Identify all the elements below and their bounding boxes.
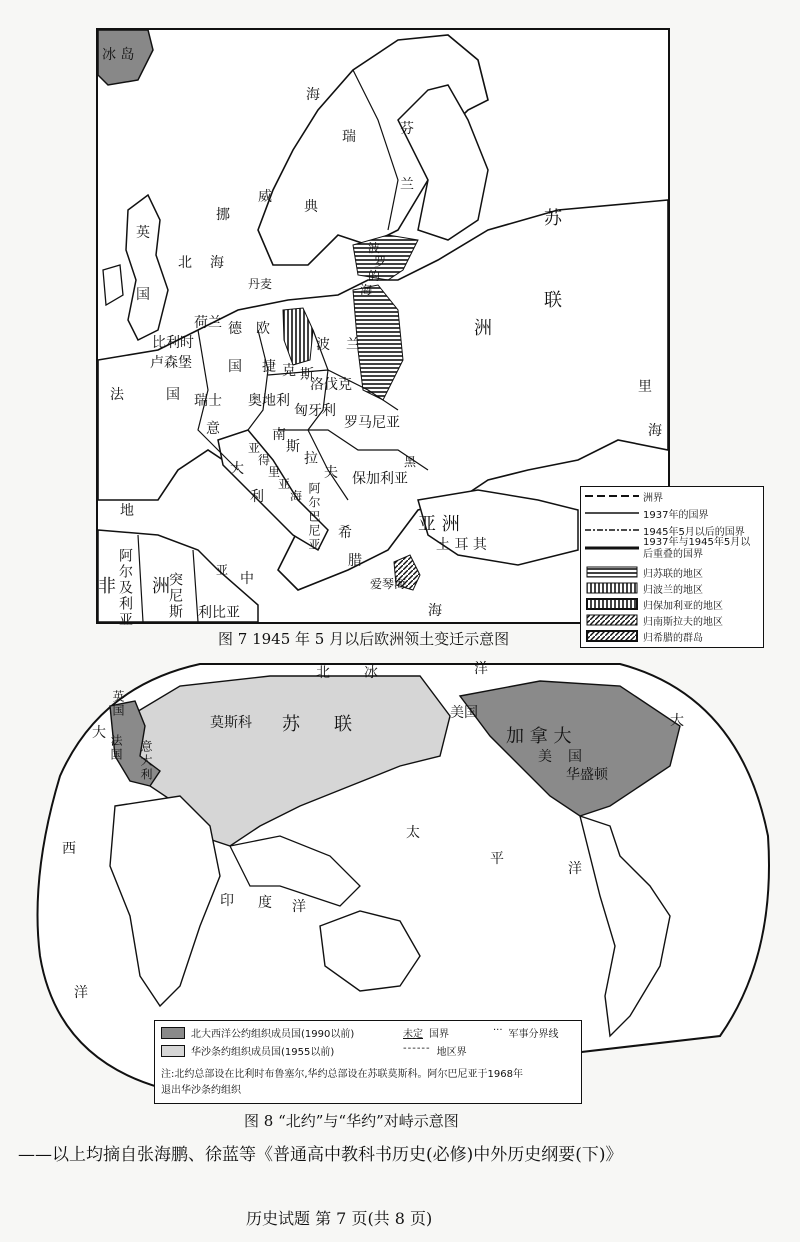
page-footer: 历史试题 第 7 页(共 8 页)	[246, 1209, 433, 1228]
legend-symbol	[585, 583, 639, 593]
map7-yugoslavia-2: 斯	[286, 439, 300, 455]
map8-atlantic-west-3: 洋	[74, 985, 88, 1001]
map8-usa-alaska: 美国	[450, 705, 478, 721]
map7-aegean-label: 爱琴海	[370, 577, 407, 591]
map7-baltic-1: 波	[368, 241, 381, 255]
map7-ital-sea: 亚	[216, 563, 229, 577]
map8-italy: 意大利	[139, 740, 153, 782]
map7-romania-label: 罗马尼亚	[344, 415, 400, 431]
map7-italy-label-2: 大	[230, 461, 244, 477]
legend-note-1: 注:北约总部设在比利时布鲁塞尔,华约总部设在苏联莫斯科。阿尔巴尼亚于1968年	[161, 1069, 523, 1080]
legend-symbol	[585, 525, 639, 535]
map8-arctic-3: 洋	[474, 661, 488, 677]
legend-region-symbol: ------	[403, 1043, 431, 1054]
legend-1945-border: 1945年5月以后的国界	[585, 523, 761, 537]
map8-arctic-2: 冰	[364, 665, 378, 681]
map7-belgium-label: 比利时	[152, 335, 194, 351]
map7-france-label-2: 国	[166, 387, 180, 403]
map7-germany-label: 德	[228, 321, 242, 337]
map8-uk: 英国	[111, 690, 125, 718]
legend-symbol	[585, 508, 639, 518]
map7-albania-label: 阿尔巴尼亚	[307, 482, 321, 552]
map8-soviet-2: 联	[334, 714, 352, 735]
map7-soviet-label: 苏	[544, 208, 562, 229]
legend-symbol	[585, 631, 639, 641]
map8-moscow-label: 莫斯科	[210, 715, 252, 731]
legend-nato: 北大西洋公约组织成员国(1990以前)	[161, 1025, 354, 1040]
map7-luxembourg-label: 卢森堡	[150, 355, 192, 371]
map7-caspian-1: 里	[638, 379, 652, 395]
map7-slovakia-label: 斯	[300, 367, 314, 383]
map7-czech-label-2: 克	[282, 363, 296, 379]
map8-france: 法国	[109, 734, 123, 762]
legend-nato-swatch	[161, 1027, 185, 1039]
map8-washington: 华盛顿	[566, 767, 608, 783]
legend-region-border: ------ 地区界	[403, 1043, 467, 1058]
map7-czech-label: 捷	[262, 359, 276, 375]
legend-symbol	[585, 567, 639, 577]
legend-overlap-border: 1937年与1945年5月以后重叠的国界	[585, 537, 761, 561]
map7-yugoslavia-4: 夫	[324, 465, 338, 481]
map7-baltic-4: 海	[360, 283, 373, 297]
map7-britain-label-2: 国	[136, 287, 150, 303]
map7-north-sea-label: 北	[178, 255, 192, 271]
map8-indian-2: 度	[258, 895, 272, 911]
map7-austria-label: 奥地利	[248, 393, 290, 409]
legend-yugoslavia-area: 归南斯拉夫的地区	[585, 613, 761, 627]
legend-poland-area: 归波兰的地区	[585, 581, 761, 595]
map7-adriatic-3: 里	[268, 465, 281, 479]
map7-poland-label: 波	[316, 337, 330, 353]
map8-soviet-1: 苏	[282, 714, 300, 735]
map7-germany-label-2: 国	[228, 359, 242, 375]
legend-1937-border: 1937年的国界	[585, 506, 761, 520]
map7-africa-label-1: 非	[98, 576, 116, 597]
map7-switzerland-label: 瑞士	[194, 393, 222, 409]
map7-europe-asia-label: 洲	[474, 318, 492, 339]
map7-africa-label-2: 洲	[152, 576, 170, 597]
map7-greece-label-2: 腊	[348, 553, 362, 569]
map7-turkey-label: 土 耳 其	[436, 537, 487, 553]
map7-norway-label: 威	[258, 189, 272, 205]
map7-italy-label-3: 利	[250, 489, 264, 505]
source-line: ——以上均摘自张海鹏、徐蓝等《普通高中教科书历史(必修)中外历史纲要(下)》	[18, 1145, 623, 1165]
map8-usa-1: 美	[538, 749, 552, 765]
map7-europe-label: 欧	[256, 321, 270, 337]
legend-symbol	[585, 599, 639, 609]
map7-adriatic-5: 海	[290, 489, 303, 503]
map7-slovakia-label-2: 洛伐克	[310, 377, 352, 393]
map7-iceland-label: 冰 岛	[102, 47, 135, 63]
map8-atlantic-east: 大	[670, 713, 684, 729]
map7-caspian-2: 海	[648, 423, 662, 439]
map7-baltic-3: 的	[368, 269, 381, 283]
europe-map-legend	[580, 486, 764, 648]
map7-med-1: 地	[120, 503, 134, 519]
map7-soviet-label-2: 联	[544, 290, 562, 311]
legend-military-line: ··· 军事分界线	[493, 1025, 559, 1040]
legend-warsaw-swatch	[161, 1045, 185, 1057]
map7-adriatic-1: 亚	[248, 441, 261, 455]
figure8-caption: 图 8 “北约”与“华约”对峙示意图	[244, 1112, 459, 1130]
map7-sweden-label: 瑞	[342, 129, 356, 145]
map7-black-sea-label: 黑	[404, 455, 417, 469]
legend-symbol	[585, 543, 639, 553]
map7-bulgaria-label: 保加利亚	[352, 471, 408, 487]
map7-greece-label: 希	[338, 525, 352, 541]
map8-canada: 加 拿 大	[506, 726, 572, 747]
legend-continent-border: 洲界	[585, 489, 761, 503]
map7-finland-label-2: 兰	[400, 177, 414, 193]
legend-border: 未定 国界	[403, 1029, 449, 1040]
map7-algeria-label: 阿尔及利亚	[117, 548, 133, 628]
legend-warsaw: 华沙条约组织成员国(1955以前)	[161, 1043, 334, 1058]
map7-finland-label: 芬	[400, 121, 414, 137]
map7-sea-label: 海	[306, 87, 320, 103]
map7-italy-label: 意	[206, 421, 220, 437]
map8-atlantic-west-2: 西	[62, 841, 76, 857]
map8-pacific-2: 平	[490, 851, 504, 867]
legend-bulgaria-area: 归保加利亚的地区	[585, 597, 761, 611]
map7-sweden-label-2: 典	[304, 199, 318, 215]
map7-adriatic-2: 得	[258, 453, 271, 467]
legend-symbol	[585, 491, 639, 501]
map7-norway-prefix: 挪	[216, 207, 230, 223]
legend-military-symbol: ···	[493, 1025, 503, 1036]
legend-soviet-area: 归苏联的地区	[585, 565, 761, 579]
figure7-caption: 图 7 1945 年 5 月以后欧洲领土变迁示意图	[218, 630, 510, 648]
map7-britain-label: 英	[136, 225, 150, 241]
map7-tunisia-label: 突尼斯	[167, 572, 183, 620]
map7-asia-label: 亚 洲	[418, 514, 460, 535]
map8-arctic-1: 北	[316, 665, 330, 681]
map8-usa-2: 国	[568, 749, 582, 765]
legend-greece-islands: 归希腊的群岛	[585, 629, 761, 643]
map7-netherlands-label: 荷兰	[194, 315, 222, 331]
map7-hungary-label: 匈牙利	[294, 403, 336, 419]
map7-yugoslavia-3: 拉	[304, 451, 318, 467]
map8-indian-1: 印	[220, 893, 234, 909]
legend-symbol	[585, 615, 639, 625]
map7-adriatic-4: 亚	[278, 477, 291, 491]
legend-note-2: 退出华沙条约组织	[161, 1085, 241, 1096]
map7-north-sea-label-2: 海	[210, 255, 224, 271]
map7-denmark-label: 丹麦	[248, 277, 273, 291]
world-map-legend	[154, 1020, 582, 1104]
map7-baltic-2: 罗	[374, 255, 387, 269]
map7-med-2: 中	[240, 571, 254, 587]
map8-indian-3: 洋	[292, 899, 306, 915]
map7-yugoslavia-1: 南	[272, 427, 286, 443]
map8-atlantic-west-1: 大	[92, 725, 106, 741]
map7-france-label: 法	[110, 387, 124, 403]
map7-libya-label: 利比亚	[198, 605, 240, 621]
map8-pacific-3: 洋	[568, 861, 582, 877]
map7-poland-label-2: 兰	[346, 337, 360, 353]
map8-pacific-1: 太	[406, 825, 420, 841]
map7-med-3: 海	[428, 603, 442, 619]
